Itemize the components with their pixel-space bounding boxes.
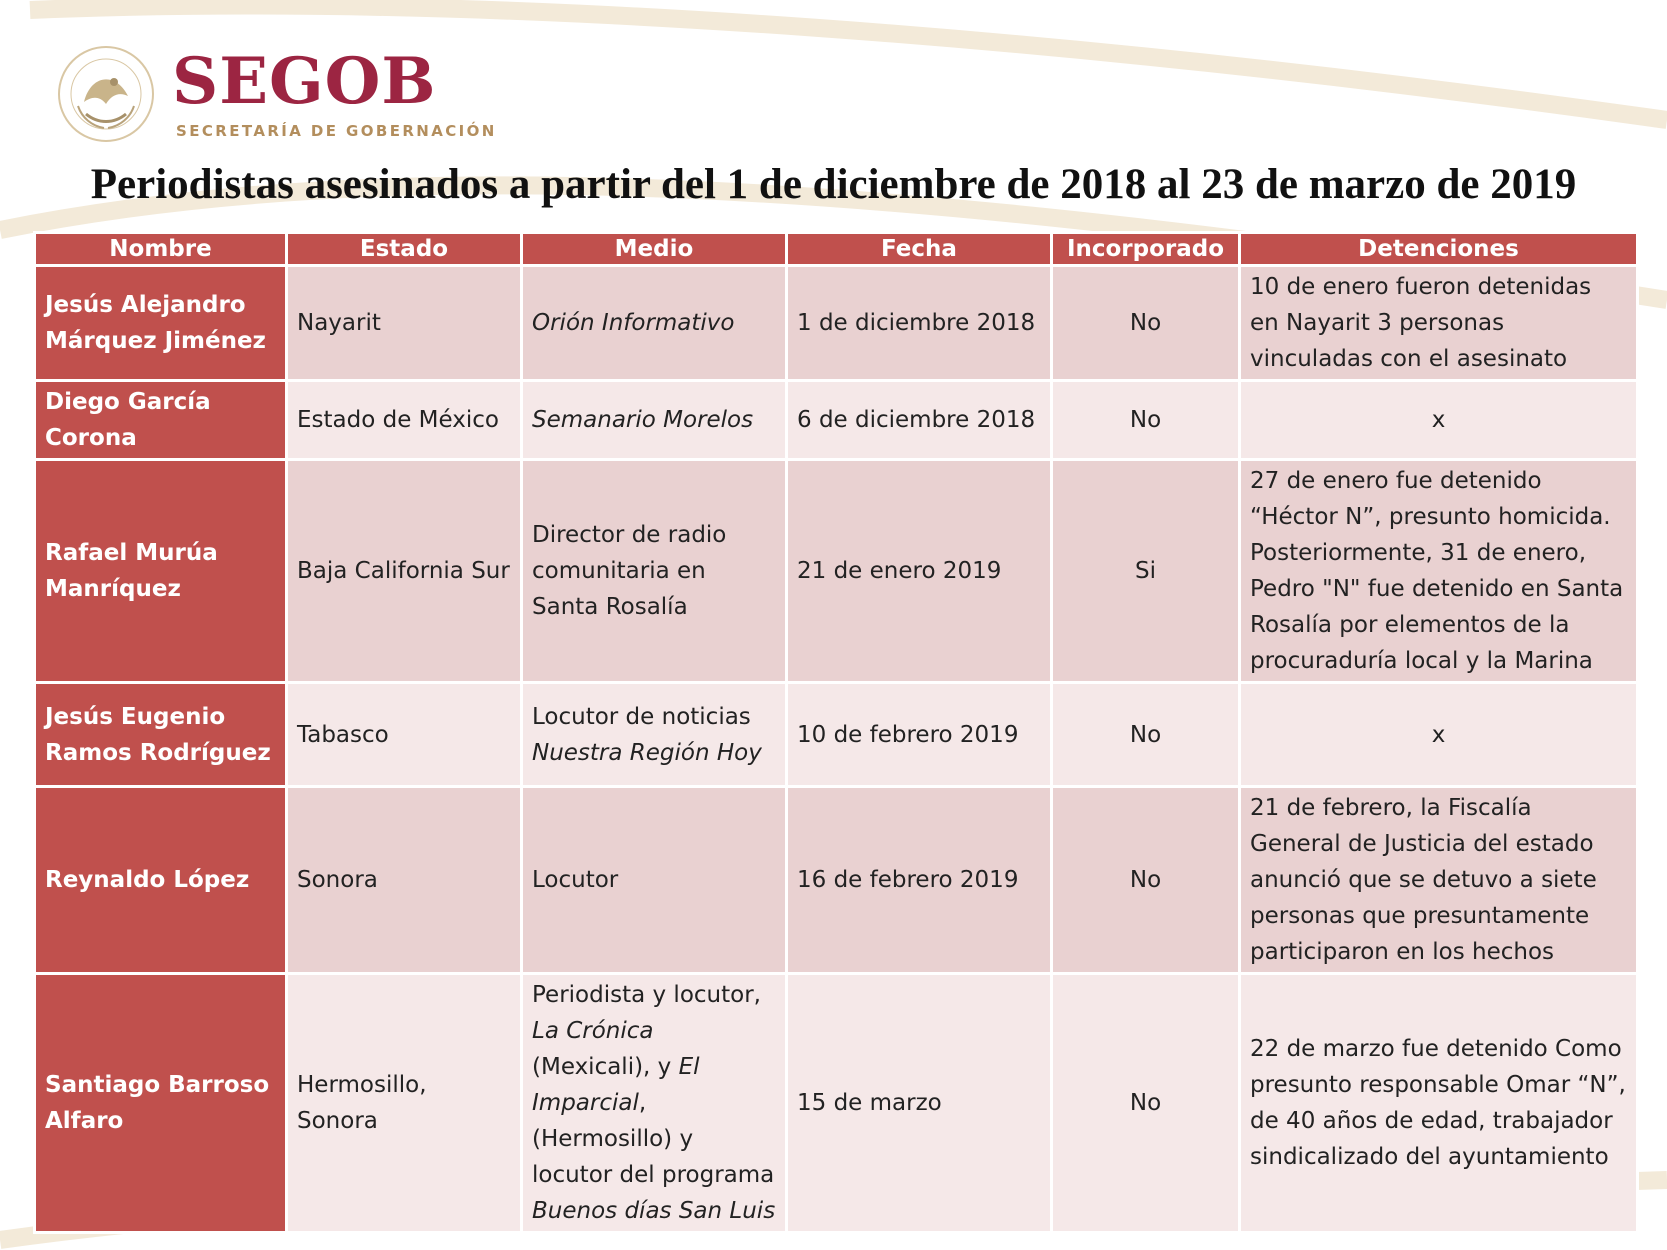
- medio-program: Buenos días San Luis: [532, 1198, 776, 1224]
- column-header-estado: Estado: [287, 233, 522, 266]
- cell-medio: Semanario Morelos: [522, 381, 787, 460]
- cell-estado: Nayarit: [287, 266, 522, 381]
- cell-detenciones: 27 de enero fue detenido “Héctor N”, presunto homicida. Posteriormente, 31 de enero, Pedro "N" fue detenido en Santa Rosalía por elementos de la procuraduría local y la Marina: [1240, 460, 1638, 683]
- cell-incorporado: No: [1052, 266, 1240, 381]
- cell-detenciones: 10 de enero fueron detenidas en Nayarit 3 personas vinculadas con el asesinato: [1240, 266, 1638, 381]
- medio-text: (Mexicali), y: [532, 1054, 679, 1080]
- table-header-row: [35, 233, 1638, 266]
- table-row: [35, 683, 1638, 787]
- cell-fecha: 10 de febrero 2019: [787, 683, 1052, 787]
- cell-nombre: Rafael Murúa Manríquez: [35, 460, 287, 683]
- cell-medio: Locutor: [522, 787, 787, 974]
- cell-nombre: Jesús Eugenio Ramos Rodríguez: [35, 683, 287, 787]
- national-seal-icon: [56, 44, 156, 144]
- cell-incorporado: Si: [1052, 460, 1240, 683]
- brand-name: SEGOB: [172, 44, 437, 119]
- cell-detenciones: x: [1240, 683, 1638, 787]
- cell-fecha: 16 de febrero 2019: [787, 787, 1052, 974]
- journalists-table: [33, 231, 1639, 1234]
- cell-estado: Baja California Sur: [287, 460, 522, 683]
- cell-estado: Tabasco: [287, 683, 522, 787]
- cell-incorporado: No: [1052, 974, 1240, 1233]
- cell-estado: Sonora: [287, 787, 522, 974]
- medio-outlet: La Crónica: [532, 1018, 654, 1044]
- medio-text: Periodista y locutor,: [532, 982, 761, 1008]
- table-row: [35, 381, 1638, 460]
- cell-fecha: 15 de marzo: [787, 974, 1052, 1233]
- table-row: [35, 266, 1638, 381]
- cell-estado: Hermosillo, Sonora: [287, 974, 522, 1233]
- cell-estado: Estado de México: [287, 381, 522, 460]
- column-header-incorporado: Incorporado: [1052, 233, 1240, 266]
- table-row: [35, 787, 1638, 974]
- cell-fecha: 21 de enero 2019: [787, 460, 1052, 683]
- medio-outlet: Nuestra Región Hoy: [532, 739, 762, 766]
- medio-text: Locutor de noticias: [532, 703, 751, 730]
- cell-nombre: Jesús Alejandro Márquez Jiménez: [35, 266, 287, 381]
- cell-fecha: 6 de diciembre 2018: [787, 381, 1052, 460]
- medio-outlet: El Imparcial: [532, 1054, 700, 1116]
- table-row: [35, 460, 1638, 683]
- cell-nombre: Diego García Corona: [35, 381, 287, 460]
- segob-logo: [56, 44, 497, 154]
- cell-detenciones: 21 de febrero, la Fiscalía General de Justicia del estado anunció que se detuvo a siete personas que presuntamente participaron en los hechos: [1240, 787, 1638, 974]
- cell-nombre: Reynaldo López: [35, 787, 287, 974]
- cell-medio: [522, 974, 787, 1233]
- cell-medio: [522, 683, 787, 787]
- column-header-nombre: Nombre: [35, 233, 287, 266]
- cell-medio: Director de radio comunitaria en Santa Rosalía: [522, 460, 787, 683]
- cell-fecha: 1 de diciembre 2018: [787, 266, 1052, 381]
- column-header-medio: Medio: [522, 233, 787, 266]
- column-header-fecha: Fecha: [787, 233, 1052, 266]
- cell-nombre: Santiago Barroso Alfaro: [35, 974, 287, 1233]
- medio-text: , (Hermosillo) y locutor del programa: [532, 1090, 775, 1188]
- cell-incorporado: No: [1052, 683, 1240, 787]
- brand-subtitle: SECRETARÍA DE GOBERNACIÓN: [176, 122, 497, 140]
- cell-detenciones: x: [1240, 381, 1638, 460]
- cell-incorporado: No: [1052, 787, 1240, 974]
- cell-detenciones: 22 de marzo fue detenido Como presunto responsable Omar “N”, de 40 años de edad, trabajador sindicalizado del ayuntamiento: [1240, 974, 1638, 1233]
- page-title: Periodistas asesinados a partir del 1 de diciembre de 2018 al 23 de marzo de 2019: [90, 161, 1577, 208]
- column-header-detenciones: Detenciones: [1240, 233, 1638, 266]
- table-row: [35, 974, 1638, 1233]
- cell-incorporado: No: [1052, 381, 1240, 460]
- cell-medio: Orión Informativo: [522, 266, 787, 381]
